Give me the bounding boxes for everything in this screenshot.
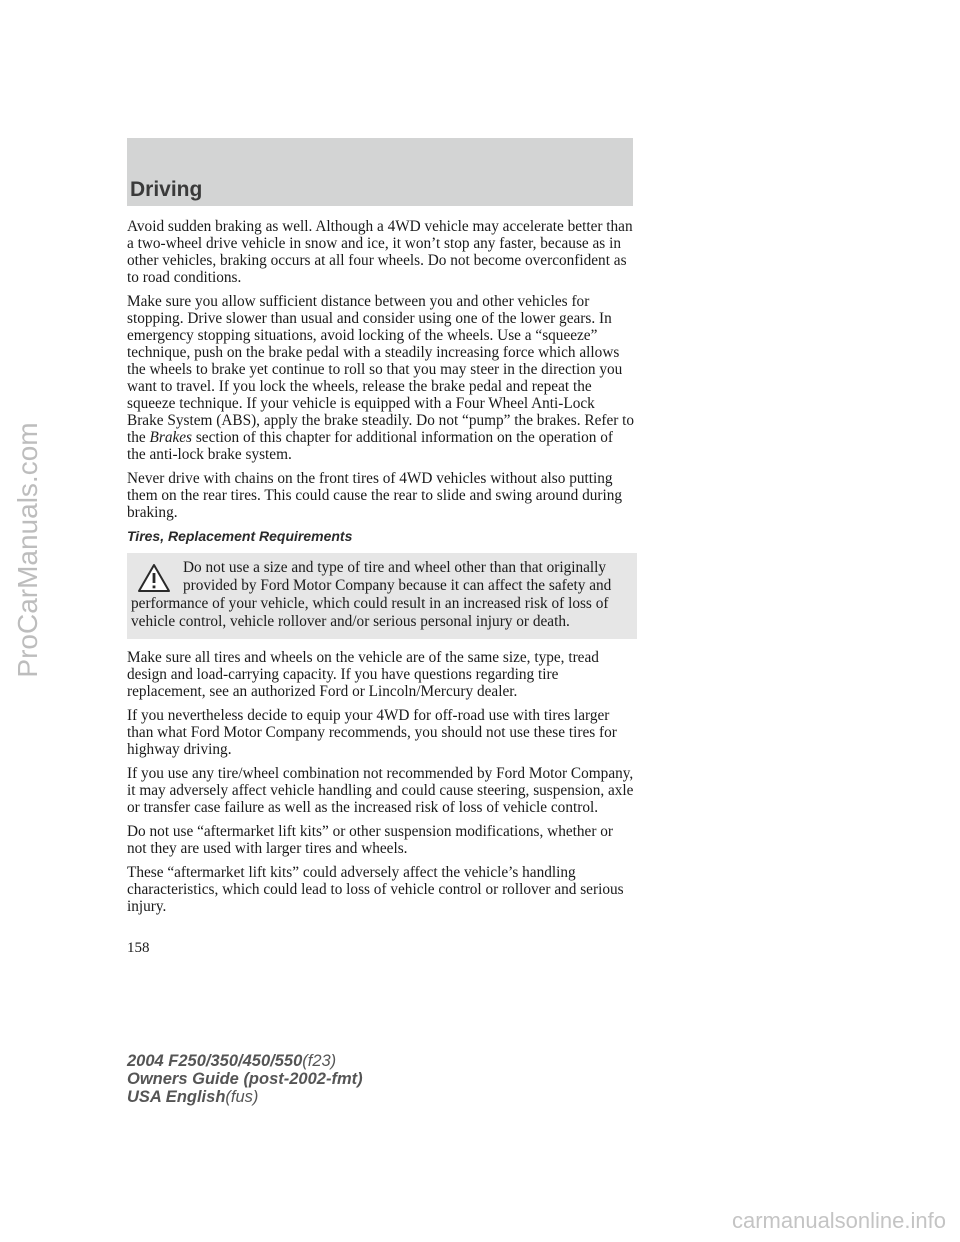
page-number: 158 <box>127 940 150 956</box>
paragraph-stopping-distance <box>127 293 635 463</box>
warning-text: Do not use a size and type of tire and wheel other than that originally provided by Ford Motor Company because it can affect the safety and performance of your vehicle, which could result in an increased risk of loss of vehicle control, vehicle rollover and/or serious personal injury or death. <box>131 559 612 630</box>
paragraph-same-size: Make sure all tires and wheels on the vehicle are of the same size, type, tread design and load-carrying capacity. If you have questions regarding tire replacement, see an authorized Ford or Lincoln/Mercury dealer. <box>127 649 599 700</box>
warning-triangle-icon <box>137 563 171 593</box>
footer-language-code: (fus) <box>225 1088 259 1106</box>
braking-text-before: Make sure you allow sufficient distance between you and other vehicles for stopping. Drive slower than usual and consider using one of the lower gears. In emergency stopping situations, avoid locking of the wheels. Use a “squeeze” technique, push on the brake pedal with a steadily increasing force which allows the wheels to brake yet continue to roll so that you may steer in the direction you want to travel. If you lock the wheels, release the brake pedal and repeat the squeeze technique. If your vehicle is equipped with a Four Wheel Anti-Lock Brake System (ABS), apply the brake steadily. Do not “pump” the brakes. Refer to the <box>127 293 635 446</box>
brakes-section-reference: Brakes <box>149 429 192 446</box>
footer-guide-line <box>127 1070 363 1088</box>
footer-language: USA English <box>127 1088 226 1106</box>
document-footer <box>127 1052 363 1106</box>
braking-text-after: section of this chapter for additional information on the operation of the anti-lock brake system. <box>127 429 613 463</box>
warning-box <box>127 553 637 639</box>
side-watermark-text: ProCarManuals.com <box>12 422 43 678</box>
footer-model-line <box>127 1052 363 1070</box>
paragraph-lift-kits: Do not use “aftermarket lift kits” or other suspension modifications, whether or not they are used with larger tires and wheels. <box>127 823 613 857</box>
footer-model: 2004 F250/350/450/550 <box>127 1052 303 1070</box>
footer-model-code: (f23) <box>302 1052 337 1070</box>
paragraph-chains: Never drive with chains on the front tires of 4WD vehicles without also putting them on the rear tires. This could cause the rear to slide and swing around during braking. <box>127 470 623 521</box>
footer-guide: Owners Guide (post-2002-fmt) <box>127 1070 363 1088</box>
side-watermark <box>8 200 48 900</box>
page-content <box>127 218 635 922</box>
paragraph-combination: If you use any tire/wheel combination not recommended by Ford Motor Company, it may adversely affect vehicle handling and could cause steering, suspension, axle or transfer case failure as well as the increased risk of loss of vehicle control. <box>127 765 634 816</box>
paragraph-sudden-braking: Avoid sudden braking as well. Although a 4WD vehicle may accelerate better than a two-wheel drive vehicle in snow and ice, it won’t stop any faster, because as in other vehicles, braking occurs at all four wheels. Do not become overconfident as to road conditions. <box>127 218 633 286</box>
footer-language-line <box>127 1088 363 1106</box>
bottom-watermark: carmanualsonline.info <box>731 1208 946 1233</box>
paragraph-offroad-tires: If you nevertheless decide to equip your 4WD for off-road use with tires larger than what Ford Motor Company recommends, you should not use these tires for highway driving. <box>127 707 617 758</box>
section-header-band <box>127 138 633 206</box>
subheading-tires: Tires, Replacement Requirements <box>127 528 353 544</box>
paragraph-lift-kits-effects: These “aftermarket lift kits” could adversely affect the vehicle’s handling characteristics, which could lead to loss of vehicle control or rollover and serious injury. <box>127 864 624 915</box>
section-title: Driving <box>130 178 203 201</box>
